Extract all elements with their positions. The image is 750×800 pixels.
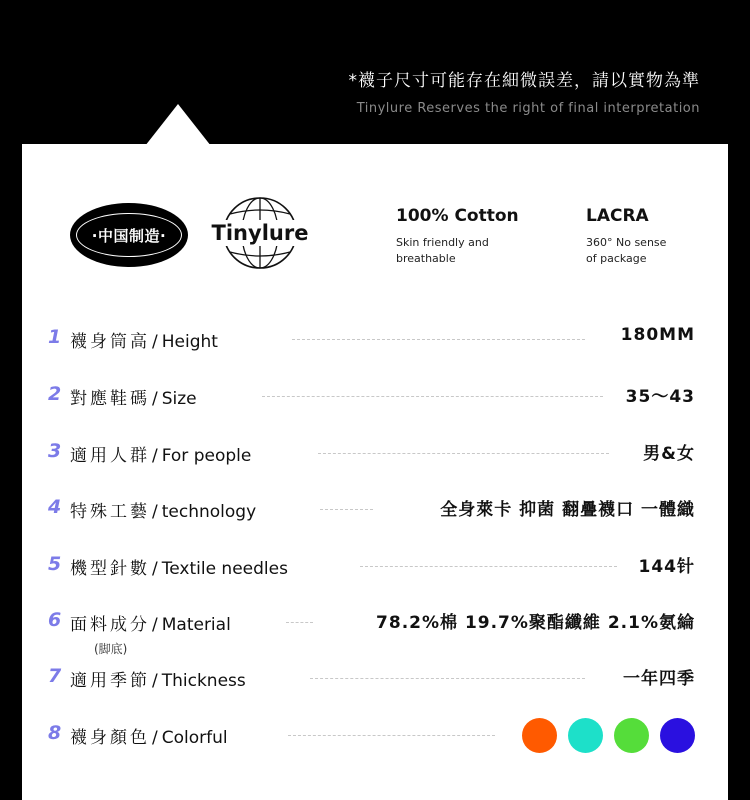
color-swatches	[511, 718, 695, 753]
color-swatch-orange[interactable]	[522, 718, 557, 753]
spec-row-people	[48, 438, 695, 468]
dotted-leader	[320, 509, 373, 510]
spec-label-en: Size	[161, 389, 197, 409]
spec-separator: /	[152, 728, 158, 748]
spec-separator: /	[152, 502, 158, 522]
spec-label-cn: 適用人群	[70, 446, 150, 466]
spec-number: 3	[48, 440, 62, 462]
spec-separator: /	[152, 389, 158, 409]
spec-row-season	[48, 663, 695, 693]
spec-row-colors	[48, 720, 695, 750]
spec-separator: /	[152, 559, 158, 579]
dotted-leader	[360, 566, 617, 567]
feature-lacra	[586, 206, 666, 267]
brand-name: Tinylure	[211, 221, 309, 245]
spec-label-cn: 特殊工藝	[70, 502, 150, 522]
dotted-leader	[286, 622, 313, 623]
tinylure-globe-logo	[196, 196, 324, 270]
feature-cotton-title: 100% Cotton	[396, 206, 519, 226]
spec-label-cn: 襪身顏色	[70, 728, 150, 748]
made-in-china-badge	[70, 203, 188, 267]
dotted-leader	[292, 339, 585, 340]
spec-value: 全身萊卡 抑菌 翻疊襪口 一體織	[440, 500, 695, 520]
spec-label-en: Height	[161, 332, 218, 352]
spec-value: 35～43	[625, 387, 695, 407]
spec-row-size	[48, 381, 695, 411]
spec-separator: /	[152, 332, 158, 352]
spec-label-cn: 適用季節	[70, 671, 150, 691]
spec-label-en: Material	[161, 615, 231, 635]
spec-label-en: technology	[161, 502, 257, 522]
spec-row-technology	[48, 494, 695, 524]
spec-number: 7	[48, 665, 62, 687]
spec-separator: /	[152, 671, 158, 691]
feature-lacra-title: LACRA	[586, 206, 649, 226]
feature-cotton-desc-line1: Skin friendly and	[396, 236, 489, 249]
spec-number: 2	[48, 383, 62, 405]
spec-label-en: Textile needles	[161, 559, 288, 579]
spec-value: 男&女	[643, 444, 695, 464]
spec-number: 1	[48, 326, 62, 348]
spec-label-cn: 對應鞋碼	[70, 389, 150, 409]
dotted-leader	[288, 735, 495, 736]
spec-value: 144针	[638, 557, 695, 577]
spec-value: 78.2%棉 19.7%聚酯纖維 2.1%氨綸	[376, 613, 695, 633]
spec-label-cn: 機型針數	[70, 559, 150, 579]
disclaimer-cn: *襪子尺寸可能存在細微誤差，請以實物為準	[348, 71, 700, 91]
disclaimer	[349, 66, 701, 116]
dotted-leader	[310, 678, 585, 679]
spec-number: 4	[48, 496, 62, 518]
spec-row-height	[48, 324, 695, 354]
dotted-leader	[262, 396, 603, 397]
spec-sublabel-sole: (脚底)	[94, 642, 128, 656]
feature-lacra-desc-line1: 360° No sense	[586, 236, 667, 249]
made-in-china-label: ·中国制造·	[76, 213, 182, 257]
spec-number: 6	[48, 609, 62, 631]
spec-row-needles	[48, 551, 695, 581]
spec-value: 一年四季	[623, 669, 695, 689]
spec-label-cn: 面料成分	[70, 615, 150, 635]
feature-lacra-desc-line2: of package	[586, 252, 647, 265]
spec-label-en: Thickness	[161, 671, 246, 691]
color-swatch-teal[interactable]	[568, 718, 603, 753]
spec-number: 8	[48, 722, 62, 744]
color-swatch-green[interactable]	[614, 718, 649, 753]
color-swatch-blue[interactable]	[660, 718, 695, 753]
spec-label-cn: 襪身筒高	[70, 332, 150, 352]
spec-number: 5	[48, 553, 62, 575]
spec-value: 180MM	[620, 325, 695, 345]
spec-label-en: Colorful	[161, 728, 228, 748]
spec-label-en: For people	[161, 446, 252, 466]
spec-separator: /	[152, 615, 158, 635]
feature-cotton-desc-line2: breathable	[396, 252, 456, 265]
spec-separator: /	[152, 446, 158, 466]
callout-pointer	[145, 104, 211, 146]
disclaimer-en: Tinylure Reserves the right of final interpretation	[356, 101, 700, 116]
feature-cotton	[396, 206, 519, 267]
spec-row-material	[48, 607, 695, 656]
dotted-leader	[318, 453, 609, 454]
